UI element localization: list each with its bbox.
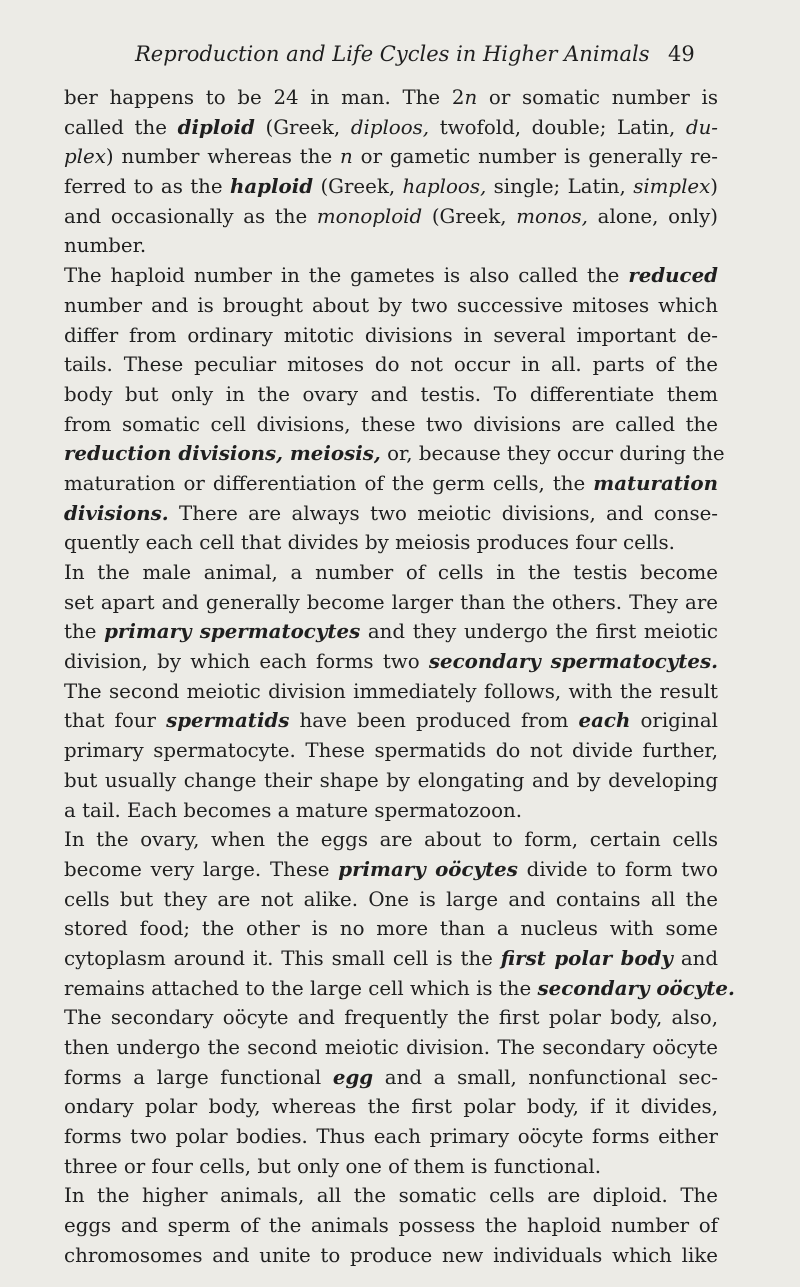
text-line [64, 677, 718, 707]
text-line [64, 706, 718, 736]
text-run: ) number whereas the [105, 145, 341, 169]
text-line [64, 202, 718, 232]
text-line [64, 1063, 718, 1093]
text-run: body but only in the ovary and testis. To differentiate them [64, 382, 718, 406]
text-run: (Greek, [313, 175, 403, 199]
text-run: primary spermatocyte. These spermatids do not divide further, [64, 739, 718, 763]
text-run: The secondary oöcyte and frequently the first polar body, also, [64, 1006, 718, 1030]
text-run: maturation or differentiation of the germ cells, the [64, 471, 594, 495]
text-line [64, 766, 718, 796]
text-run: (Greek, [422, 204, 517, 228]
text-line [64, 944, 718, 974]
text-line [64, 796, 718, 826]
text-run: number and is brought about by two successive mitoses which [64, 293, 718, 317]
text-run: ber happens to be 24 in man. The 2 [64, 86, 465, 109]
emphasized-term: du- [685, 115, 718, 139]
text-run: forms two polar bodies. Thus each primary oöcyte forms either [64, 1125, 718, 1149]
text-line [64, 1181, 718, 1211]
emphasized-term: primary oöcytes [338, 856, 518, 881]
text-run: ondary polar body, whereas the first polar body, if it divides, [64, 1095, 718, 1119]
text-line [64, 261, 718, 291]
text-line [64, 1092, 718, 1122]
text-run: or somatic number is [477, 86, 718, 109]
text-line [64, 1003, 718, 1033]
text-line [64, 499, 718, 529]
text-line [64, 321, 718, 351]
emphasized-term: monos, [516, 204, 588, 228]
text-run: differ from ordinary mitotic divisions in several important de- [64, 323, 718, 347]
text-run: original [630, 709, 718, 733]
text-run: or gametic number is generally re- [352, 145, 718, 169]
text-run: tails. These peculiar mitoses do not occur in all [64, 353, 576, 377]
emphasized-term: n [464, 86, 478, 109]
text-line [64, 410, 718, 440]
text-line [64, 825, 718, 855]
text-line [64, 558, 718, 588]
text-run: parts of the [581, 353, 718, 377]
text-line [64, 588, 718, 618]
body-text [64, 83, 735, 1271]
emphasized-term: plex [64, 145, 106, 169]
running-title: Reproduction and Life Cycles in Higher Animals [135, 42, 650, 66]
text-line [64, 439, 725, 469]
emphasized-term: maturation [593, 470, 718, 495]
text-run: In the ovary, when the eggs are about to form, certain cells [64, 828, 718, 852]
text-run: quently each cell that divides by meiosis produces four cells. [64, 531, 675, 555]
running-head [0, 38, 800, 74]
text-line [64, 914, 718, 944]
text-run: In the male animal, a number of cells in the testis become [64, 561, 718, 584]
text-run: eggs and sperm of the animals possess the haploid number of [64, 1214, 718, 1238]
text-run: from somatic cell divisions, these two divisions are called the [64, 412, 718, 436]
emphasized-term: reduced [628, 263, 718, 288]
text-line [64, 231, 718, 261]
text-line [64, 380, 718, 410]
text-run: The second meiotic division immediately follows, with the result [64, 679, 718, 703]
text-run: that four [64, 709, 167, 733]
emphasized-term: secondary spermatocytes. [428, 649, 718, 674]
emphasized-term: divisions. [64, 500, 169, 525]
text-run: twofold, double; Latin, [429, 115, 686, 139]
text-run: alone, only) [587, 204, 718, 228]
text-run: number. [64, 234, 147, 258]
text-run: . [575, 353, 582, 377]
text-line [64, 83, 718, 113]
text-run: and occasionally as the [64, 204, 317, 228]
emphasized-term: secondary oöcyte. [537, 975, 735, 1000]
emphasized-term: each [578, 708, 631, 733]
emphasized-term: monoploid [316, 204, 423, 228]
emphasized-term: first polar body [500, 945, 673, 970]
text-run: divide to form two [517, 857, 719, 881]
text-run: In the higher animals, all the somatic cells are diploid. The [64, 1184, 718, 1208]
text-run: chromosomes and unite to produce new individuals which like [64, 1243, 718, 1267]
page-number: 49 [668, 42, 695, 66]
text-run: single; Latin, [486, 175, 634, 199]
text-line [64, 291, 718, 321]
text-line [64, 974, 735, 1004]
text-line [64, 1211, 718, 1241]
text-line [64, 528, 718, 558]
emphasized-term: spermatids [166, 708, 290, 733]
emphasized-term: egg [332, 1064, 374, 1089]
text-run: a tail. Each becomes a mature spermatozoon. [64, 798, 523, 822]
text-run: set apart and generally become larger than the others. They are [64, 590, 718, 614]
text-run: and they undergo the first meiotic [360, 620, 718, 644]
text-line [64, 1033, 718, 1063]
text-line [64, 172, 718, 202]
emphasized-term: n [340, 145, 353, 169]
text-run: and a small, nonfunctional sec- [373, 1065, 718, 1089]
text-run: stored food; the other is no more than a nucleus with some [64, 917, 718, 941]
text-line [64, 1122, 718, 1152]
text-run: division, by which each forms two [64, 650, 429, 674]
emphasized-term: diploos, [350, 115, 430, 139]
text-run: (Greek, [254, 115, 351, 139]
text-run: remains attached to the large cell which is the [64, 976, 538, 1000]
emphasized-term: haploos, [402, 175, 487, 199]
text-line [64, 350, 718, 380]
text-run: have been produced from [289, 709, 579, 733]
text-run: There are always two meiotic divisions, and conse- [168, 501, 718, 525]
text-line [64, 1241, 718, 1271]
text-line [64, 647, 718, 677]
text-run: called the [64, 115, 178, 139]
text-run: the [64, 620, 105, 644]
text-run: three or four cells, but only one of them is functional. [64, 1154, 602, 1178]
text-run: ferred to as the [64, 175, 230, 199]
emphasized-term: diploid [177, 114, 255, 139]
text-run: become very large. These [64, 857, 339, 881]
text-line [64, 617, 718, 647]
text-run: cytoplasm around it. This small cell is the [64, 946, 501, 970]
emphasized-term: reduction divisions, meiosis, [64, 441, 381, 466]
text-line [64, 113, 718, 143]
text-run: The haploid number in the gametes is also called the [64, 264, 629, 288]
emphasized-term: primary spermatocytes [104, 619, 361, 644]
text-line [64, 469, 718, 499]
text-run: and [672, 946, 719, 970]
emphasized-term: simplex [633, 175, 711, 199]
text-line [64, 1152, 718, 1182]
text-line [64, 855, 718, 885]
text-run: or, because they occur during the [380, 442, 725, 466]
text-run: ) [710, 175, 718, 199]
emphasized-term: haploid [229, 174, 314, 199]
text-run: but usually change their shape by elongating and by developing [64, 768, 718, 792]
text-line [64, 142, 718, 172]
text-run: forms a large functional [64, 1065, 333, 1089]
text-run: then undergo the second meiotic division. The secondary oöcyte [64, 1036, 718, 1059]
text-line [64, 885, 718, 915]
text-run: cells but they are not alike. One is large and contains all the [64, 887, 718, 911]
text-line [64, 736, 718, 766]
